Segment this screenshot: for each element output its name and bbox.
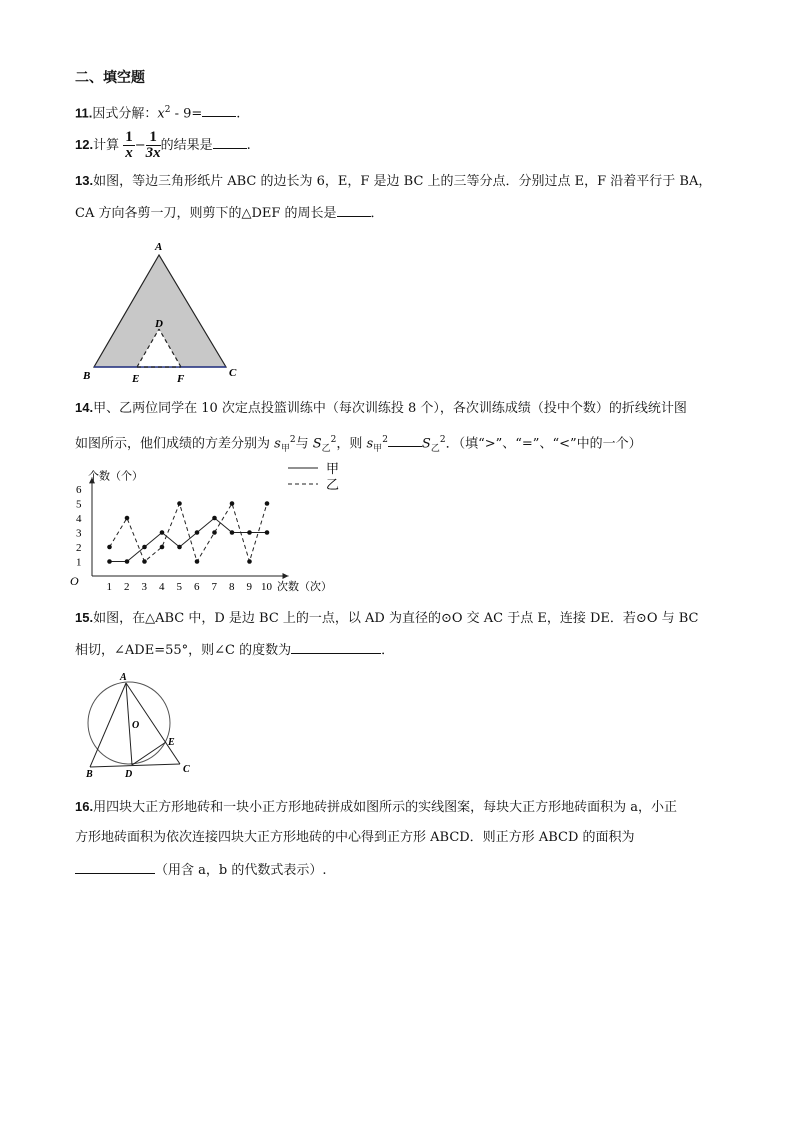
x-tick-label: 6 [194,581,200,593]
q12-frac2-numerator: 1 [146,130,161,146]
data-point [247,530,252,535]
data-point [247,559,252,564]
q13-end: ． [370,206,384,221]
q14-line-1-text: 甲、乙两位同学在 10 次定点投篮训练中（每次训练投 8 个），各次训练成绩（投中个数）的折线统计图 [93,401,687,416]
q14-s-jia-2: s [366,436,374,452]
q14-s-yi-sup: 2 [330,435,337,445]
q16-line-3-text: （用含 a，b 的代数式表示）. [155,863,327,878]
x-tick-label: 10 [261,581,272,593]
q14-s-jia-sup: 2 [289,435,296,445]
q13-line-1-text: 如图，等边三角形纸片 ABC 的边长为 6，E，F 是边 BC 上的三等分点．分别过点 E，F 沿着平行于 BA， [93,174,712,189]
x-tick-label: 7 [211,581,217,593]
q16-number: 16. [75,799,94,814]
y-tick-label: 1 [76,556,82,569]
triangle-figure [78,237,248,385]
q11-text: 因式分解： [92,106,158,122]
q14-text-a: 如图所示，他们成绩的方差分别为 [75,436,275,452]
q11-sup: 2 [164,105,171,115]
data-point [177,545,182,550]
q14-s-jia-2-sup: 2 [382,435,388,445]
q16-line-1-text: 用四块大正方形地砖和一块小正方形地砖拼成如图所示的实线图案，每块大正方形地砖面积为 a，小正 [93,800,677,815]
q16-answer-blank[interactable] [75,859,155,874]
chart-marks [70,461,339,593]
data-point [212,516,217,521]
q13-number: 13. [75,173,94,188]
y-tick-label: 5 [76,498,82,511]
label-a: A [155,241,163,253]
data-point [195,559,200,564]
label-e: E [168,737,175,748]
x-tick-label: 2 [124,581,130,593]
q11-answer-blank[interactable] [202,102,236,117]
x-axis-arrow [283,573,289,579]
x-axis-title: 次数（次） [277,581,332,593]
label-a: A [120,672,127,683]
q12-fraction-1 [123,130,135,161]
y-tick-label: 6 [76,484,82,496]
q12-pre: 计算 [93,138,120,153]
q12-frac1-denominator: x [125,145,133,161]
question-16-line-3 [75,859,326,881]
label-c: C [183,764,190,775]
data-point [265,501,270,506]
x-tick-label: 8 [229,581,235,593]
question-14-line-2 [75,430,642,459]
q12-post: 的结果是 [160,138,213,153]
q12-end: . [246,138,251,153]
q14-s-yi-2-sup: 2 [439,435,446,445]
circle-figure [80,670,200,782]
label-e: E [132,373,140,385]
question-13-line-1 [75,171,711,192]
label-o: O [132,720,140,731]
legend-label: 甲 [326,461,340,476]
y-tick-label: 2 [76,542,82,554]
q14-s-yi-2: S [421,436,431,452]
q12-number: 12. [75,137,94,152]
q14-text-d: ．（填“>”、“=”、“<”中的一个） [445,436,642,452]
question-13-line-2 [75,202,384,224]
data-point [265,530,270,535]
q11-end: . [236,106,241,122]
label-c: C [229,367,237,379]
q13-line-2-text: CA 方向各剪一刀，则剪下的△DEF 的周长是 [75,206,337,221]
y-tick-label: 3 [76,527,82,540]
data-point [212,530,217,535]
data-point [177,501,182,506]
q14-text-b: 与 [295,436,313,452]
q12-frac1-numerator: 1 [125,129,133,145]
q15-line-1-text: 如图，在△ABC 中，D 是边 BC 上的一点，以 AD 为直径的⊙O 交 AC 于点 E，连接 DE．若⊙O 与 BC [93,611,699,626]
data-point [142,559,147,564]
data-point [195,530,200,535]
data-point [107,545,112,550]
segment-ab [90,683,126,767]
label-f: F [177,373,185,385]
question-11 [75,100,240,124]
q15-line-2-text: 相切，∠ADE=55°，则∠C 的度数为 [75,643,292,658]
x-tick-label: 1 [106,581,112,593]
segment-de [132,742,166,765]
q15-answer-blank[interactable] [291,639,381,654]
x-tick-label: 3 [141,581,147,593]
q14-s-jia-sub: 甲 [280,443,290,454]
question-14-line-1 [75,398,687,419]
q11-var: x [157,106,165,122]
q12-answer-blank[interactable] [213,134,247,149]
question-16-line-1 [75,797,677,818]
q14-s-jia-2-sub: 甲 [373,443,383,454]
segment-bc [90,764,180,767]
x-tick-label: 5 [176,581,182,593]
q14-text-c: ，则 [336,436,367,452]
question-12 [75,124,251,166]
data-point [160,545,165,550]
q12-fraction-2 [146,130,161,161]
q13-answer-blank[interactable] [337,202,371,217]
data-point [107,559,112,564]
label-d: D [155,318,163,330]
x-tick-label: 4 [159,581,165,593]
data-point [160,530,165,535]
q14-number: 14. [75,400,94,415]
y-axis-title: 个数（个） [88,470,143,483]
data-point [230,501,235,506]
q14-s-yi: S [312,436,322,452]
q14-s-yi-2-sub: 乙 [430,443,440,454]
y-tick-label: 4 [76,513,82,525]
label-b: B [86,769,93,780]
label-b: B [83,370,91,382]
question-16-line-2 [75,828,635,848]
line-chart [60,458,360,598]
q12-frac2-denominator: 3x [145,145,161,161]
q14-s-yi-sub: 乙 [321,443,331,454]
q11-expr-tail: - 9= [170,106,203,122]
data-point [125,516,130,521]
section-title: 二、填空题 [75,70,145,86]
q11-number: 11. [75,105,93,121]
label-d: D [125,769,133,780]
q14-s-jia: s [274,436,281,452]
legend-label: 乙 [326,477,340,492]
data-point [142,545,147,550]
origin-label: O [70,574,79,588]
question-15-line-2 [75,639,394,661]
question-15-line-1 [75,608,698,629]
q15-end: ． [381,643,395,658]
data-point [230,530,235,535]
q16-line-2-text: 方形地砖面积为依次连接四块大正方形地砖的中心得到正方形 ABCD．则正方形 ABCD 的面积为 [75,830,635,845]
x-tick-label: 9 [246,581,252,593]
q15-number: 15. [75,610,94,625]
q12-minus: − [134,138,146,153]
data-point [125,559,130,564]
q14-answer-blank[interactable] [388,432,422,447]
